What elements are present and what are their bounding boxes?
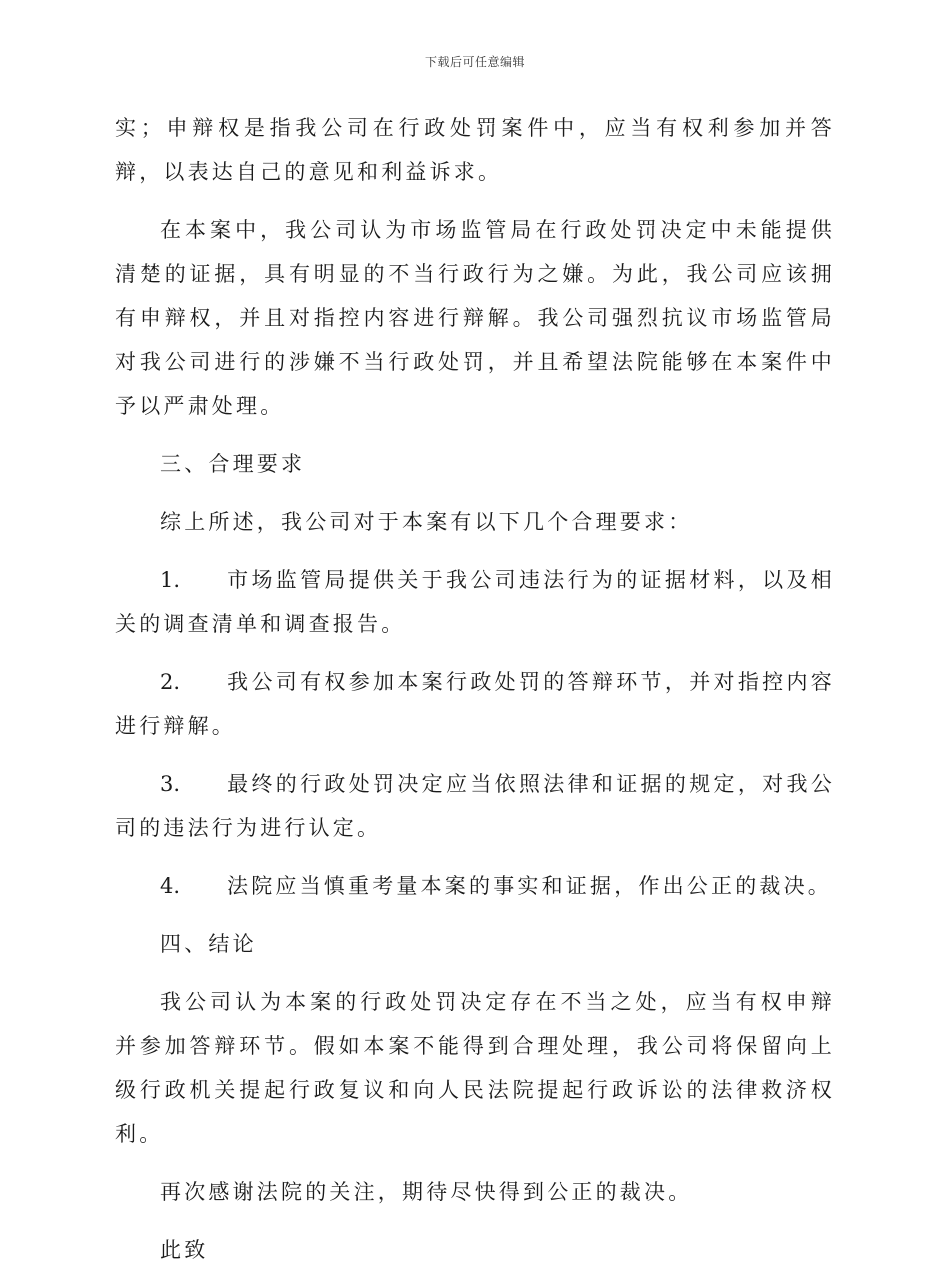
closing-salutation: 此致 [160,1238,209,1262]
requirement-number: 2. [160,670,181,694]
requirement-number: 3. [160,772,181,796]
paragraph-thanks: 再次感谢法院的关注，期待尽快得到公正的裁决。 [160,1180,693,1204]
requirement-item-4 [115,864,835,908]
paragraph-case-argument: 在本案中，我公司认为市场监管局在行政处罚决定中未能提供清楚的证据，具有明显的不当行政行为之嫌。为此，我公司应该拥有申辩权，并且对指控内容进行辩解。我公司强烈抗议市场监管局对我公司进行的涉嫌不当行政处罚，并且希望法院能够在本案件中予以严肃处理。 [115,218,835,418]
paragraph-right-of-defense: 实；申辩权是指我公司在行政处罚案件中，应当有权利参加并答辩，以表达自己的意见和利益诉求。 [115,116,835,184]
requirement-text: 法院应当慎重考量本案的事实和证据，作出公正的裁决。 [227,874,832,898]
requirement-text: 市场监管局提供关于我公司违法行为的证据材料，以及相关的调查清单和调查报告。 [115,568,835,636]
requirement-item-3 [115,762,835,850]
requirement-text: 我公司有权参加本案行政处罚的答辩环节，并对指控内容进行辩解。 [115,670,835,738]
requirement-text: 最终的行政处罚决定应当依照法律和证据的规定，对我公司的违法行为进行认定。 [115,772,835,840]
requirement-item-2 [115,660,835,748]
requirement-number: 1. [160,568,181,592]
document-body [115,106,835,1286]
section-heading-requirements: 三、合理要求 [160,452,306,476]
page-header: 下载后可任意编辑 [424,55,525,69]
paragraph-requirements-intro: 综上所述，我公司对于本案有以下几个合理要求： [160,510,693,534]
requirement-number: 4. [160,874,181,898]
section-heading-conclusion: 四、结论 [160,932,257,956]
requirement-item-1 [115,558,835,646]
paragraph-conclusion: 我公司认为本案的行政处罚决定存在不当之处，应当有权申辩并参加答辩环节。假如本案不能得到合理处理，我公司将保留向上级行政机关提起行政复议和向人民法院提起行政诉讼的法律救济权利。 [115,990,835,1146]
